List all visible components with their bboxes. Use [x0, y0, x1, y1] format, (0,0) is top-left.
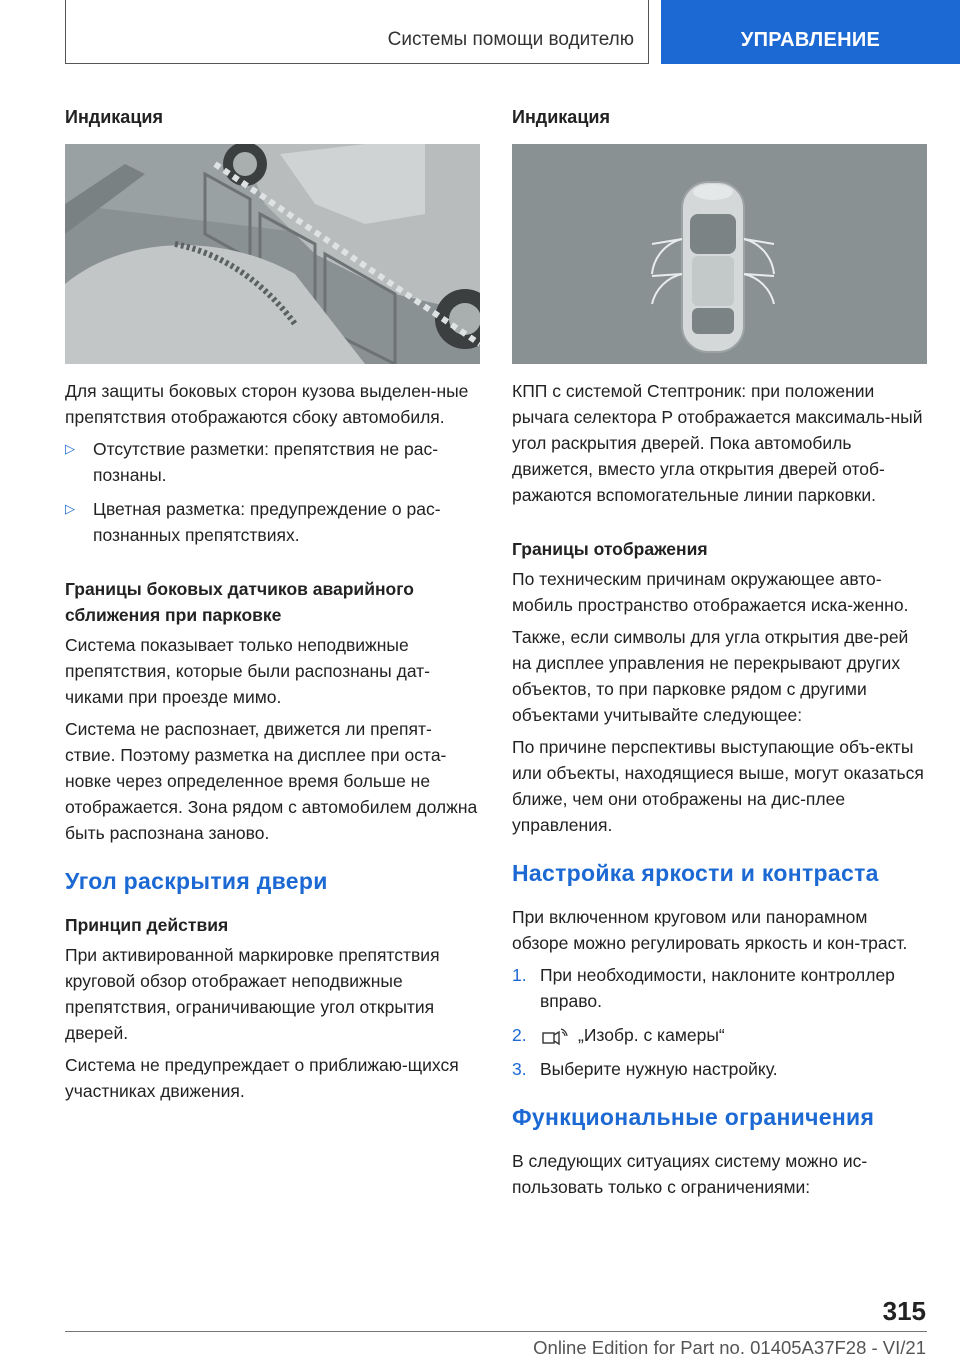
step-1: [512, 962, 928, 1014]
footer-divider: [65, 1331, 927, 1332]
step-2-text: „Изобр. с камеры“: [578, 1025, 725, 1045]
left-heading-indication: Индикация: [65, 107, 163, 127]
header-section-title-box: [65, 0, 649, 64]
right-subheading-display-limits: Границы отображения: [512, 539, 708, 559]
step-3-number: 3.: [512, 1059, 527, 1079]
right-para-3: Также, если символы для угла открытия две-рей на дисплее управления не перекрывают других объектов, то при парковке рядом с другими объектами учитывайте следующее:: [512, 627, 909, 725]
left-bullet-2-text: Цветная разметка: предупреждение о рас-познанных препятствиях.: [93, 499, 441, 545]
left-bullet-1-text: Отсутствие разметки: препятствия не рас-познаны.: [93, 439, 439, 485]
right-section-brightness: Настройка яркости и контраста: [512, 860, 879, 886]
step-1-number: 1.: [512, 965, 527, 985]
left-para-1: Для защиты боковых сторон кузова выделен-ные препятствия отображаются сбоку автомобиля.: [65, 381, 469, 427]
triangle-bullet-icon: ▷: [65, 501, 75, 516]
right-para-5: При включенном круговом или панорамном обзоре можно регулировать яркость и кон-траст.: [512, 907, 908, 953]
step-1-text: При необходимости, наклоните контроллер вправо.: [540, 965, 895, 1011]
left-section-door-angle: Угол раскрытия двери: [65, 868, 328, 894]
right-para-1: КПП с системой Стептроник: при положении рычага селектора P отображается максималь-ный угол раскрытия дверей. Пока автомобиль движется, вместо угла открытия дверей отоб-ражаются вспомогательные линии парковки.: [512, 381, 923, 505]
left-bullet-1: [65, 436, 481, 488]
right-para-4: По причине перспективы выступающие объ-екты или объекты, находящиеся выше, могут оказаться ближе, чем они отображены на дис-плее управления.: [512, 737, 924, 835]
camera-icon: [540, 1026, 570, 1046]
left-para-2: Система показывает только неподвижные препятствия, которые были распознаны дат-чиками при проезде мимо.: [65, 635, 431, 707]
right-section-limitations: Функциональные ограничения: [512, 1104, 875, 1130]
step-2-number: 2.: [512, 1025, 527, 1045]
triangle-bullet-icon: ▷: [65, 441, 75, 456]
header-chapter-tab[interactable]: [661, 0, 960, 64]
right-column: [512, 104, 928, 1206]
step-2: [512, 1022, 928, 1048]
door-angle-display-image: [512, 144, 927, 364]
right-para-6: В следующих ситуациях систему можно ис-пользовать только с ограничениями:: [512, 1151, 868, 1197]
side-parking-image: [65, 144, 480, 364]
left-column: [65, 104, 481, 1110]
left-subheading-sensor-limits: Границы боковых датчиков аварийного сближения при парковке: [65, 579, 414, 625]
header-section-title: Системы помощи водителю: [387, 29, 634, 50]
footer-edition: Online Edition for Part no. 01405A37F28 - VI/21: [533, 1337, 926, 1358]
step-3: [512, 1056, 928, 1082]
left-subheading-principle: Принцип действия: [65, 915, 229, 935]
right-heading-indication: Индикация: [512, 107, 610, 127]
step-3-text: Выберите нужную настройку.: [540, 1059, 778, 1079]
page-number: 315: [882, 1296, 926, 1326]
left-para-3: Система не распознает, движется ли препят-ствие. Поэтому разметка на дисплее при оста-новке через определенное время больше не отображается. Зона рядом с автомобилем должна быть распознана заново.: [65, 719, 478, 843]
left-bullet-2: [65, 496, 481, 548]
right-para-2: По техническим причинам окружающее авто-мобиль пространство отображается иска-женно.: [512, 569, 909, 615]
header-chapter-label: УПРАВЛЕНИЕ: [740, 29, 881, 51]
left-para-4: При активированной маркировке препятствия круговой обзор отображает неподвижные препятствия, ограничивающие угол открытия дверей.: [65, 945, 440, 1043]
left-para-5: Система не предупреждает о приближаю-щихся участниках движения.: [65, 1055, 459, 1101]
